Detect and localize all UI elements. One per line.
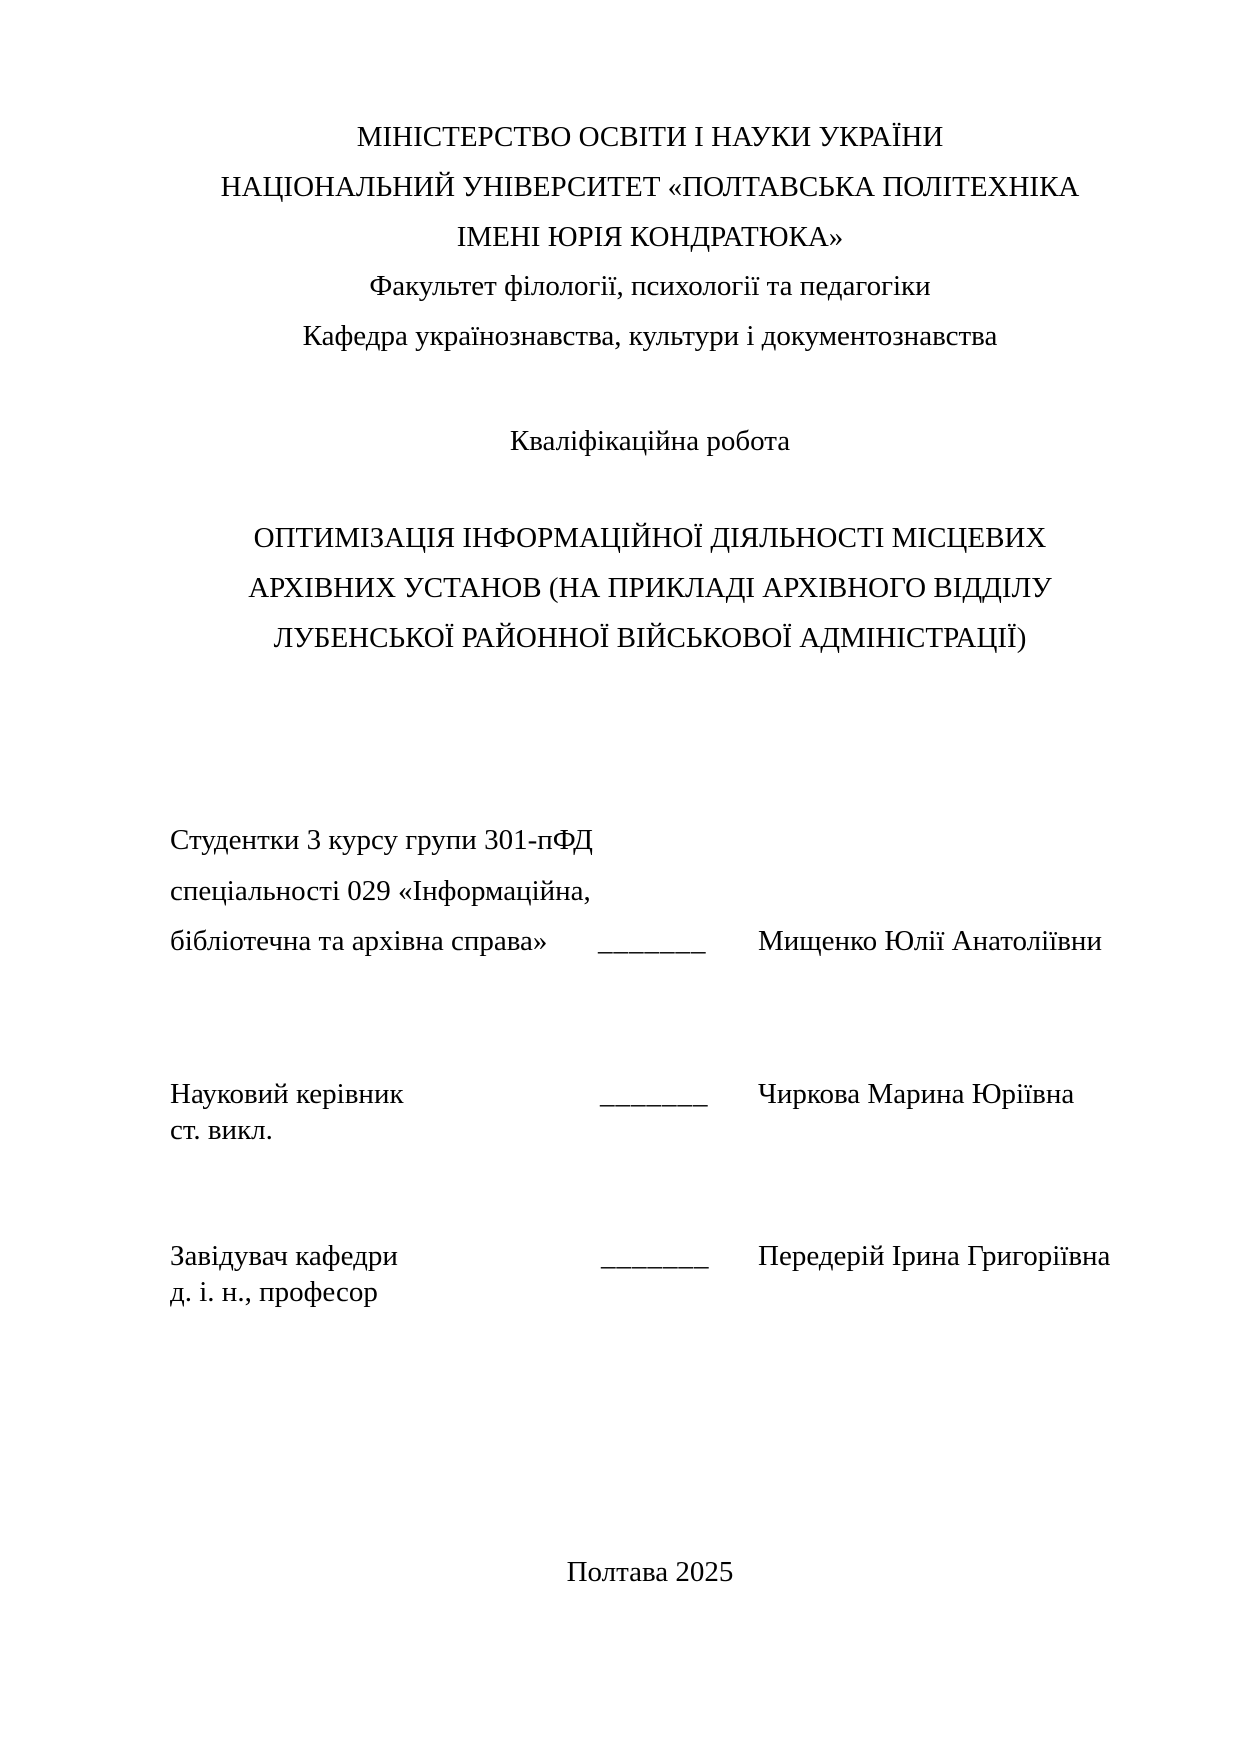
faculty-line: Факультет філології, психології та педагогіки — [369, 270, 931, 302]
head-degree: д. і. н., професор — [170, 1276, 378, 1308]
supervisor-degree: ст. викл. — [170, 1114, 273, 1146]
signature-blank-supervisor: _______ — [600, 1078, 709, 1110]
student-info-line-2: спеціальності 029 «Інформаційна, — [170, 875, 591, 907]
thesis-title-line-3: ЛУБЕНСЬКОЇ РАЙОННОЇ ВІЙСЬКОВОЇ АДМІНІСТРАЦІЇ) — [273, 622, 1027, 654]
city-year-line: Полтава 2025 — [566, 1556, 734, 1588]
student-info-line-3: бібліотечна та архівна справа» — [170, 925, 548, 957]
signature-blank-student: _______ — [598, 925, 707, 957]
university-line-1: НАЦІОНАЛЬНИЙ УНІВЕРСИТЕТ «ПОЛТАВСЬКА ПОЛІТЕХНІКА — [220, 171, 1080, 203]
department-line: Кафедра українознавства, культури і документознавства — [302, 320, 998, 352]
work-type-label: Кваліфікаційна робота — [509, 425, 791, 457]
signature-blank-head: _______ — [601, 1240, 710, 1272]
thesis-title-line-2: АРХІВНИХ УСТАНОВ (НА ПРИКЛАДІ АРХІВНОГО ВІДДІЛУ — [248, 572, 1052, 604]
head-role-label: Завідувач кафедри — [170, 1240, 398, 1272]
student-name: Мищенко Юлії Анатоліївни — [758, 925, 1102, 957]
thesis-title-line-1: ОПТИМІЗАЦІЯ ІНФОРМАЦІЙНОЇ ДІЯЛЬНОСТІ МІСЦЕВИХ — [253, 522, 1047, 554]
university-line-2: ІМЕНІ ЮРІЯ КОНДРАТЮКА» — [456, 221, 844, 253]
supervisor-role-label: Науковий керівник — [170, 1078, 404, 1110]
head-name: Передерій Ірина Григоріївна — [758, 1240, 1111, 1272]
ministry-line: МІНІСТЕРСТВО ОСВІТИ І НАУКИ УКРАЇНИ — [356, 121, 944, 153]
student-info-line-1: Студентки 3 курсу групи 301-пФД — [170, 824, 593, 856]
supervisor-name: Чиркова Марина Юріївна — [758, 1078, 1075, 1110]
